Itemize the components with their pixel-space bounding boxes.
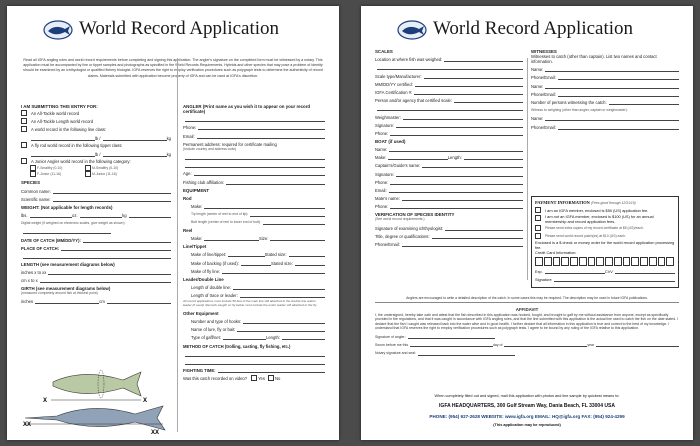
witness-note: Witnesses to catch (other than captain). List two names and contact information. <box>531 54 657 64</box>
affidavit-heading: AFFIDAVIT <box>515 307 539 312</box>
club-field[interactable]: Fishing club affiliation: <box>183 176 325 184</box>
common-name-field[interactable]: Common name: <box>21 185 171 193</box>
length-inches-field[interactable]: inches x to xx <box>21 267 171 275</box>
digital-weight-field[interactable]: Digital weight (if weighed on electronic scales, give weight as shown) <box>21 221 125 226</box>
scales-boat-column <box>375 46 523 247</box>
weigh-location-field[interactable]: Location at where fish was weighed: <box>375 54 523 62</box>
angler-name-field[interactable] <box>183 114 325 122</box>
captain-name-field[interactable]: Captain's/Guide's name: <box>375 160 523 168</box>
application-page-2 <box>361 6 693 440</box>
girth-field[interactable]: inches cm <box>21 296 171 304</box>
ichthyologist-field[interactable]: Signature of examining ichthyologist: <box>375 222 523 230</box>
nonmember-fee-checkbox[interactable]: I am not an IGFA member, enclosed is $100 (US) for an annual membership and record application fees. <box>535 214 675 224</box>
trace-field[interactable]: Length of trace or leader: <box>183 290 325 298</box>
enclosed-amount-field[interactable]: Enclosed is a $ check or money order for the world record application processing fee. <box>535 240 675 250</box>
address-note: (Include country and address code) <box>183 146 237 151</box>
marlin-diagram-icon <box>23 406 165 436</box>
weighmaster-field[interactable]: Weighmaster: <box>375 111 523 119</box>
payment-heading: PAYMENT INFORMATION <box>535 200 590 205</box>
method-line[interactable] <box>183 357 325 365</box>
scale-type-field[interactable]: Scale type/Manufacturer: <box>375 70 523 78</box>
weighmaster-signature-field[interactable]: Signature: <box>375 120 523 128</box>
weighing-witness-name-field[interactable]: Name: <box>531 113 679 121</box>
right-column <box>183 101 325 381</box>
address-line[interactable] <box>183 152 325 160</box>
svg-text:XX: XX <box>151 430 160 436</box>
samples-note: All record applications must include 50 feet of the main line still attached to the double line and/or leader (if used). Records caught on fly tackle must include the entire leader still attached to the fly. <box>183 299 317 307</box>
place-extra-line[interactable] <box>21 251 171 259</box>
left-column <box>21 101 171 304</box>
captain-email-field[interactable]: Email: <box>375 185 523 193</box>
igfa-address: IGFA HEADQUARTERS, 300 Gulf Stream Way, Dania Beach, FL 33004 USA <box>439 403 615 409</box>
page-header <box>361 16 693 46</box>
junior-cat-option[interactable]: M-Junior (11-16) <box>84 171 139 177</box>
reel-make-field[interactable]: Make: Size: <box>183 233 325 241</box>
weighing-witness-contact-field[interactable]: Phone/Email: <box>531 121 679 129</box>
igfa-logo-icon <box>397 20 427 40</box>
witness2-contact-field[interactable]: Phone/Email: <box>531 89 679 97</box>
verifier-contact-field[interactable]: Phone/Email: <box>375 239 523 247</box>
species-heading: SPECIES <box>21 180 41 186</box>
butt-length-field[interactable]: Butt length (center of reel to lower end of butt): <box>183 217 325 225</box>
captain-signature-field[interactable]: Signature: <box>375 168 523 176</box>
exp-cvv-field[interactable]: Exp. CVV <box>535 266 675 274</box>
email-field[interactable]: Email: <box>183 130 325 138</box>
intro-paragraph: Read all IGFA angling rules and world record requirements before completing and signing this application. The angler's signature on the completed form must be witnessed by a notary. This application must be accompanied by line or tippet samples and photographs as specified in the World Records Requirements. Hybrids and other species that may pose a problem of identity should be examined by an ichthyologist or qualified fishery biologist. IGFA reserves the right to employ verification procedures such as polygraph tests to determine the authenticity of record claims. Materials submitted with application become property of IGFA and can be used at IGFA's discretion. <box>23 58 323 78</box>
igfa-contact: PHONE: (954) 927-2628 WEBSITE: www.igfa.org EMAIL: HQ@igfa.org FAX: (954) 924-4299 <box>429 414 625 419</box>
video-no-checkbox[interactable] <box>268 375 274 381</box>
reproduce-note: (This application may be reproduced) <box>493 423 561 427</box>
witness-count-field[interactable]: Number of persons witnessing the catch: <box>531 97 679 105</box>
scales-heading: SCALES <box>375 49 393 54</box>
mate-name-field[interactable]: Mate's name: <box>375 193 523 201</box>
captain-phone-field[interactable]: Phone: <box>375 177 523 185</box>
title-degree-field[interactable]: Title, degree or qualifications: <box>375 231 523 239</box>
scientific-name-field[interactable]: Scientific name: <box>21 194 171 202</box>
girth-note: (measured completely around fish at thickest point) <box>21 291 98 296</box>
all-tackle-length-checkbox[interactable]: An All-Tackle Length world record <box>21 117 171 125</box>
video-question: Was this catch recorded on video? Yes No <box>183 376 281 382</box>
reel-heading: Reel <box>183 228 193 234</box>
tippet-class-field[interactable]: lb / kg <box>21 149 171 157</box>
digital-weight-line[interactable] <box>21 226 111 234</box>
payment-date-note: (Fees good through 12/31/19) <box>590 201 636 205</box>
date-of-catch-field[interactable]: DATE OF CATCH (MM/DD/YY): <box>21 234 171 242</box>
page-title: World Record Application <box>433 18 634 39</box>
payment-box <box>531 196 679 288</box>
equipment-heading: EQUIPMENT <box>183 187 210 193</box>
weight-field[interactable]: lbs. oz. kg <box>21 210 171 218</box>
junior-categories <box>21 165 139 177</box>
phone-field[interactable]: Phone: <box>183 122 325 130</box>
page-title: World Record Application <box>79 18 280 39</box>
place-of-catch-field[interactable]: PLACE OF CATCH: <box>21 243 171 251</box>
rod-heading: Rod <box>183 195 192 201</box>
line-heading: Line/Tippet <box>183 244 207 250</box>
method-line[interactable] <box>183 349 325 357</box>
witness1-name-field[interactable]: Name: <box>531 64 679 72</box>
tip-length-field[interactable]: Tip length (center of reel to end of tip): <box>183 209 325 217</box>
length-heading: LENGTH (see measurement diagrams below) <box>21 261 115 267</box>
double-line-field[interactable]: Length of double line: <box>183 282 325 290</box>
affidavit-section <box>375 308 679 356</box>
mail-instructions: When completely filled out and signed, mail this application with photos and line sample by quickest means to: <box>434 394 620 398</box>
backing-field[interactable]: Make of backing (if used): Stated size: <box>183 257 325 265</box>
column-divider <box>177 58 178 432</box>
gaff-field[interactable]: Type of gaff/net: Length: <box>183 332 325 340</box>
description-note: Anglers are encouraged to write a detailed description of the catch. In some cases this may be required. The description may be used in future IGFA publications. <box>375 296 679 303</box>
verify-heading: VERIFICATION OF SPECIES IDENTITY <box>375 212 455 218</box>
boat-make-field[interactable]: Make: Length: <box>375 152 523 160</box>
member-fee-checkbox[interactable]: I am an IGFA member, enclosed is $50 (US) application fee. <box>535 206 675 214</box>
affidavit-text: I, the undersigned, hereby take oath and attest that the fish described in this application was hooked, fought, and brought to gaff by me without assistance from anyone, except as specifically provided in the regulations, and that it was caught in accordance with IGFA angling rules, and that the line submitted with this application is the actual line used to catch the fish on the date stated. I declare that the fish I caught was released back into the water alive and in good health. I further declare that all information in this application is true and correct to the best of my knowledge. I understand that IGFA reserves the right to employ verification procedures such as polygraph tests. I agree to be bound by any ruling of the IGFA relative to this application. <box>375 312 678 331</box>
patches-checkbox[interactable]: Please send world record patch(es) at $10 (US) each. <box>535 232 675 240</box>
witness1-contact-field[interactable]: Phone/Email: <box>531 72 679 80</box>
leader-heading: Leader/Double Line <box>183 276 224 282</box>
junior-cat-option[interactable]: M-Smallfry (0-10) <box>84 165 139 171</box>
junior-cat-option[interactable]: F-Smallfry (0-10) <box>29 165 84 171</box>
witness2-name-field[interactable]: Name: <box>531 80 679 88</box>
hooks-field[interactable]: Number and type of hooks: <box>183 316 325 324</box>
all-tackle-checkbox[interactable]: An All-Tackle world record <box>21 109 171 117</box>
fighting-time-field[interactable]: FIGHTING TIME: <box>183 365 325 373</box>
sworn-field[interactable]: Sworn before me this day of year <box>375 339 679 347</box>
verify-note: (See world record requirements.) <box>375 217 425 222</box>
igfa-logo-icon <box>43 20 73 40</box>
column-divider <box>527 58 528 280</box>
svg-text:X: X <box>143 398 148 404</box>
angler-heading: ANGLER (Print name as you wish it to appear on your record certificate) <box>183 104 311 114</box>
certified-date-field[interactable]: MM/DD/YY certified: <box>375 79 523 87</box>
angler-signature-field[interactable]: Signature of angler: <box>375 331 495 339</box>
other-equipment-heading: Other Equipment <box>183 310 219 316</box>
section-heading: I AM SUBMITTING THIS ENTRY FOR: <box>21 104 98 109</box>
fly-line-field[interactable]: Make of fly line: <box>183 266 325 274</box>
video-yes-checkbox[interactable] <box>251 375 257 381</box>
card-number-grid[interactable] <box>535 257 675 266</box>
junior-cat-option[interactable]: F-Junior (11-16) <box>29 171 84 177</box>
length-cm-field[interactable]: cm x to x <box>21 275 171 283</box>
certifier-line[interactable] <box>375 103 523 111</box>
credit-card-label: Credit Card Information: <box>535 250 577 255</box>
extra-certificates-checkbox[interactable]: Please send extra copies of my record certificate at $5 (US)/each. <box>535 224 675 232</box>
page-header <box>7 16 339 46</box>
svg-text:X: X <box>43 398 48 404</box>
line-class-field[interactable]: lb / kg <box>21 133 171 141</box>
fly-rod-checkbox[interactable]: A fly rod world record in the following tippet class: <box>21 141 171 149</box>
bass-diagram-icon <box>43 370 147 404</box>
weight-heading: WEIGHT: (Not applicable for length records) <box>21 204 113 210</box>
measurement-diagram <box>23 368 173 436</box>
age-field[interactable]: Age: <box>183 168 325 176</box>
method-label: METHOD OF CATCH (trolling, casting, fly fishing, etc.) <box>183 343 291 349</box>
witnesses-heading: WITNESSES <box>531 49 557 54</box>
svg-text:XX: XX <box>23 422 32 428</box>
igfa-cert-field[interactable]: IGFA Certification #: <box>375 87 523 95</box>
line-make-field[interactable]: Make of line/tippet: Stated size: <box>183 249 325 257</box>
witnesses-column <box>531 46 679 130</box>
application-page-1 <box>7 6 339 440</box>
boat-name-field[interactable]: Name: <box>375 144 523 152</box>
permanent-address-label: Permanent address: required for certificate mailing <box>183 141 277 147</box>
junior-angler-checkbox[interactable]: A Junior Angler world record in the following category: <box>21 157 171 165</box>
certifier-field[interactable]: Person and/or agency that certified scale: <box>375 95 523 103</box>
boat-heading: BOAT (if used) <box>375 138 406 144</box>
weighmaster-phone-field[interactable]: Phone: <box>375 128 523 136</box>
mate-phone-field[interactable]: Phone: <box>375 201 523 209</box>
rod-make-field[interactable]: Make: <box>183 201 325 209</box>
line-class-checkbox[interactable]: A world record in the following line class: <box>21 125 171 133</box>
weigh-location-line[interactable] <box>375 62 523 70</box>
lure-field[interactable]: Name of lure, fly or bait: <box>183 324 325 332</box>
payment-signature-field[interactable]: Signature <box>535 274 675 282</box>
address-line[interactable] <box>183 160 325 168</box>
girth-heading: GIRTH (see measurement diagrams below) <box>21 286 111 292</box>
weighing-witness-label: Witness to weighing (other than angler, captain or weighmaster): <box>531 108 628 113</box>
notary-field[interactable]: Notary signature and seal: <box>375 347 515 355</box>
